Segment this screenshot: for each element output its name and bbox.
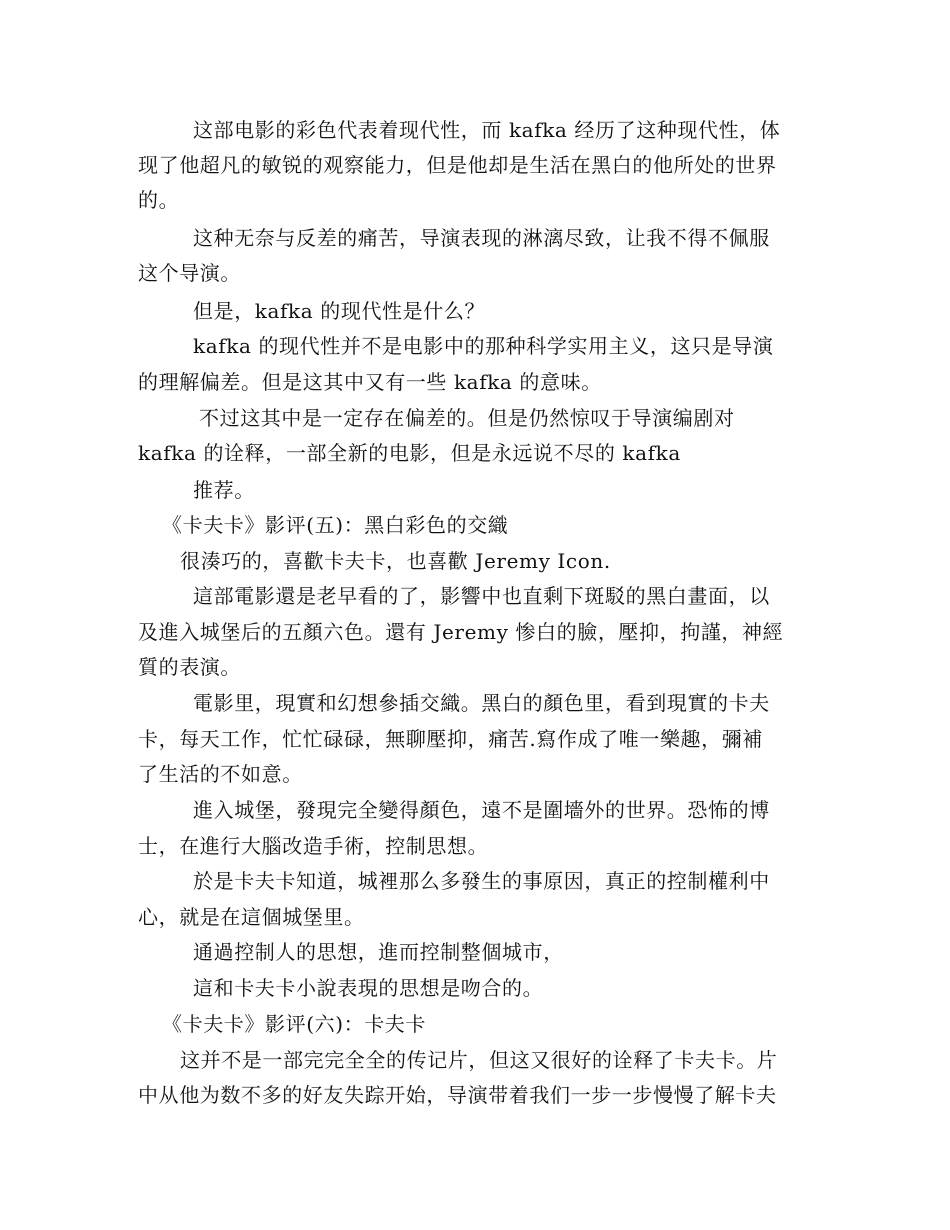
text-line-15: 及進入城堡后的五顏六色。還有 Jeremy 惨白的臉，壓抑，拘謹，神經: [138, 620, 784, 644]
text-line-8: 的理解偏差。但是这其中又有一些 kafka 的意味。: [138, 370, 602, 394]
text-line-1: 这部电影的彩色代表着现代性，而 kafka 经历了这种现代性，体: [193, 118, 781, 142]
text-line-28: 中从他为数不多的好友失踪开始，导演带着我们一步一步慢慢了解卡夫: [138, 1083, 777, 1107]
text-line-10: kafka 的诠释，一部全新的电影，但是永远说不尽的 kafka: [138, 441, 681, 465]
text-line-19: 了生活的不如意。: [138, 762, 303, 786]
text-line-14: 這部電影還是老早看的了，影響中也直剩下斑駁的黑白畫面，以: [193, 584, 770, 608]
text-line-5: 这个导演。: [138, 261, 241, 285]
text-line-4: 这种无奈与反差的痛苦，导演表现的淋漓尽致，让我不得不佩服: [193, 226, 770, 250]
text-line-2: 现了他超凡的敏锐的观察能力，但是他却是生活在黑白的他所处的世界: [138, 153, 777, 177]
text-line-17: 電影里，現實和幻想參插交織。黑白的顏色里，看到現實的卡夫: [193, 691, 770, 715]
text-line-6: 但是，kafka 的现代性是什么？: [193, 299, 486, 323]
text-line-20: 進入城堡，發現完全變得顏色，遠不是圍墻外的世界。恐怖的博: [193, 798, 770, 822]
section-heading-5: 《卡夫卡》影评(五)：黑白彩色的交織: [162, 513, 509, 537]
text-line-7: kafka 的现代性并不是电影中的那种科学实用主义，这只是导演: [193, 334, 774, 358]
text-line-21: 士，在進行大腦改造手術，控制思想。: [138, 834, 489, 858]
text-line-22: 於是卡夫卡知道，城裡那么多發生的事原因，真正的控制權利中: [193, 869, 770, 893]
text-line-24: 通過控制人的思想，進而控制整個城市，: [193, 940, 564, 964]
text-line-9: 不过这其中是一定存在偏差的。但是仍然惊叹于导演编剧对: [199, 406, 735, 430]
text-line-18: 卡，每天工作，忙忙碌碌，無聊壓抑，痛苦.寫作成了唯一樂趣，彌補: [138, 727, 763, 751]
text-line-25: 這和卡夫卡小說表現的思想是吻合的。: [193, 976, 544, 1000]
text-line-11: 推荐。: [193, 478, 255, 502]
text-line-23: 心，就是在這個城堡里。: [138, 905, 365, 929]
text-line-13: 很湊巧的，喜歡卡夫卡，也喜歡 Jeremy Icon.: [180, 549, 611, 573]
section-heading-6: 《卡夫卡》影评(六)：卡夫卡: [162, 1012, 427, 1036]
text-line-16: 質的表演。: [138, 655, 241, 679]
text-line-27: 这并不是一部完完全全的传记片，但这又很好的诠释了卡夫卡。片: [180, 1048, 778, 1072]
text-line-3: 的。: [138, 188, 180, 212]
